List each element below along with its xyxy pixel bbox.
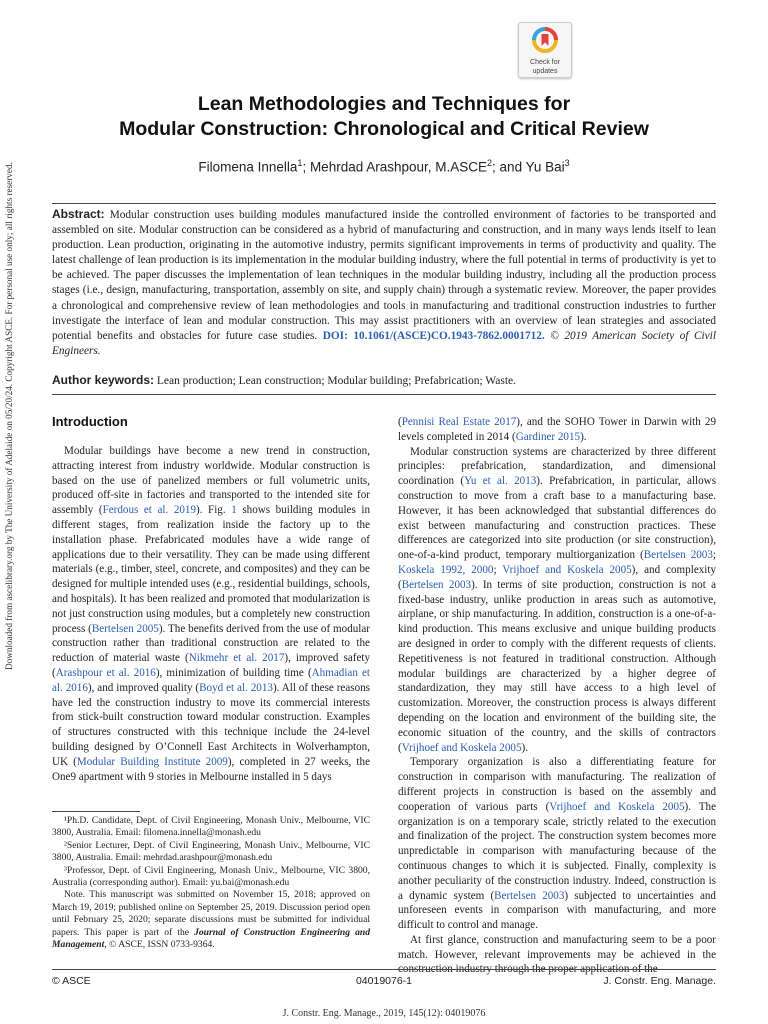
footnote-3: ³Professor, Dept. of Civil Engineering, Monash Univ., Melbourne, VIC 3800, Australia (corresponding author). Email: yu.bai@monash.edu <box>52 864 370 889</box>
intro-paragraph-3 <box>398 755 716 933</box>
author-name: Filomena Innella <box>198 159 298 175</box>
text-run: ). <box>580 430 587 443</box>
left-column <box>52 444 370 784</box>
footnote-note <box>52 889 370 951</box>
citation-link[interactable]: Gardiner 2015 <box>515 430 581 443</box>
abstract-copyright: © 2019 American Society of Civil Engineers. <box>52 329 716 357</box>
author-sup: 2 <box>487 158 493 168</box>
author-name: ; Mehrdad Arashpour, M.ASCE <box>302 159 488 175</box>
text-run: ). Prefabrication, in particular, allows construction to move from a craft base to a manufacturing base. However, it has been acknowledged that substantial differences do exist between manufacturing and construction practices. These differences are categorized into site production (or site construction), one-of-a-kind product, temporary multiorganization ( <box>398 475 717 562</box>
text-run: Temporary organization is also a differentiating feature for construction in comparison with manufacturing. The realization of different projects in construction is based on the assembly and cooperation of various parts ( <box>398 756 716 813</box>
intro-paragraph-4 <box>398 933 716 977</box>
abstract-section <box>52 207 716 355</box>
text-run: ), improved safety ( <box>52 652 370 679</box>
text-run: ). Fig. <box>196 504 232 517</box>
citation-link[interactable]: Yu et al. 2013 <box>464 475 537 488</box>
keywords-label: Author keywords: <box>52 373 155 387</box>
title-line1: Lean Methodologies and Techniques for <box>197 93 571 115</box>
note-text: Note. This manuscript was submitted on November 15, 2018; approved on March 19, 2019; published online on September 25, 2019. Discussion period open until February 25, 2020; separate discussions must be submitted for individual papers. This paper is part of the <box>52 889 370 938</box>
badge-line1: Check for <box>530 59 560 66</box>
abstract-text: Modular construction uses building modules manufactured inside the controlled environment of factories to be transported and assembled on site. Modular construction can be considered as a hybrid of manufacturing and construction, and in many ways lends itself to lean production. Lean production, originating in the automotive industry, permits significant improvements in terms of productivity and quality. The latest challenge of lean production is its implementation in the modular building industry, where the full potential in terms of productivity is yet to be achieved. The paper discusses the implementation of lean techniques in the modular building industry, including all the production process stages (i.e., design, manufacturing, transportation, assembly on site, and supply chain) through a systematic review. Moreover, the paper provides a chronological and comprehensive review of lean methodologies and tools in manufacturing and traditional construction industries to further investigate the interface of lean and modular construction. This may assist practitioners with an overview of lean strategies and associated potential benefits and obstacles for future case studies. <box>52 209 716 342</box>
text-run: ) subjected to uncertainties and unforeseen events in comparison with manufacturing, and more difficult to control and manage. <box>398 889 716 932</box>
citation-link[interactable]: Bertelsen 2003 <box>494 889 565 902</box>
citation-link[interactable]: Vrijhoef and Koskela 2005 <box>502 563 632 576</box>
text-run: ), completed in 27 weeks, the One9 apartment with 9 stories in Melbourne installed in 5 days <box>52 755 370 783</box>
footer-page-id: 04019076-1 <box>355 975 413 987</box>
intro-paragraph-2 <box>398 445 716 756</box>
text-run: ). The benefits derived from the use of modular construction rather than traditional construction are related to the reduction of material waste ( <box>52 622 370 665</box>
citation-link[interactable]: Modular Building Institute 2009 <box>76 755 228 768</box>
text-run: Modular construction systems are characterized by three different principles: prefabrication, standardization, and dimensional coordination ( <box>398 445 716 488</box>
download-notice-sidebar: Downloaded from ascelibrary.org by The University of Adelaide on 05/20/24. Copyright ASCE. For personal use only; all rights reserved. <box>4 162 14 670</box>
badge-line2: updates <box>532 68 558 75</box>
text-run: ), and complexity ( <box>398 563 716 591</box>
figure-link[interactable]: 1 <box>231 504 237 517</box>
intro-paragraph-continued <box>398 415 716 445</box>
text-run: ), minimization of building time ( <box>155 666 312 679</box>
journal-name: Journal of Construction Engineering and Management <box>52 926 370 951</box>
footnote-1: ¹Ph.D. Candidate, Dept. of Civil Engineering, Monash Univ., Melbourne, VIC 3800, Australia. Email: filomena.innella@monash.edu <box>52 815 370 839</box>
text-run: ), and the SOHO Tower in Darwin with 29 levels completed in 2014 ( <box>398 416 717 443</box>
footer-journal: J. Constr. Eng. Manage. <box>603 975 716 987</box>
text-run: shows building modules in different stages, from realization inside the factory up to the installation phase. Prefabricated modules have a wide range of applications due to their versatility. They can be made using different materials (e.g., timber, steel, concrete, and composites) and they can be designed for multiple intended uses (e.g., residential buildings, schools, and hospitals). It has been realized and promoted that modularization is not just construction using modules, but a completely new construction process ( <box>52 504 370 635</box>
footer-left: © ASCE <box>52 975 91 987</box>
citation-link[interactable]: Nikmehr et al. 2017 <box>188 652 285 665</box>
text-run: ). All of these reasons have led the construction industry to move its commercial interests from stick-built construction toward modular construction. Examples of structures constructed with this technique include the 24-level building designed by O’Connell East Architects in Wolverhampton, UK ( <box>52 681 371 768</box>
title-line2: Modular Construction: Chronological and Critical Review <box>119 118 649 140</box>
keywords-text: Lean production; Lean construction; Modular building; Prefabrication; Waste. <box>154 375 516 387</box>
text-run: ). In terms of site production, construction is not a fixed-base industry, unlike production in areas such as automotive, airplane, or ship manufacturing. In addition, construction is a one-of-a-kind production. This means exclusive and unique building products are designed in order to comply with the different requests of clients. Repetitiveness is not featured in traditional construction. Although modular buildings are characterized by a higher degree of standardization, they may still have access to a high level of customization. Moreover, the construction process is always different depending on the location and environment of the building site, the economic situation of the country, and the skills of contractors ( <box>398 578 717 754</box>
citation-link[interactable]: Ahmadian et al. 2016 <box>52 666 370 694</box>
footnote-2: ²Senior Lecturer, Dept. of Civil Engineering, Monash Univ., Melbourne, VIC 3800, Australia. Email: mehrdad.arashpour@monash.edu <box>52 839 370 864</box>
text-run: ; <box>493 563 503 576</box>
author-sup: 1 <box>297 158 303 168</box>
text-run: ). The organization is on a temporary scale, strictly related to the execution and finalization of the project. The construction system becomes more unpredictable in comparison with manufacturing because of the continuous changes to which it is subjected. Finally, complexity is another peculiarity of the construction industry. Indeed, construction is a dynamic system ( <box>398 800 716 902</box>
footer-rule <box>52 969 716 970</box>
paper-title <box>40 92 728 142</box>
author-name: ; and Yu Bai <box>492 159 565 175</box>
author-sup: 3 <box>564 158 570 168</box>
citation-link[interactable]: Boyd et al. 2013 <box>199 681 273 694</box>
citation-link[interactable]: Vrijhoef and Koskela 2005 <box>401 741 522 754</box>
section-heading-introduction: Introduction <box>52 414 128 429</box>
citation-link[interactable]: Bertelsen 2003 <box>643 549 713 562</box>
crossmark-icon <box>532 27 558 53</box>
abstract-label: Abstract: <box>52 207 105 221</box>
footnote-rule <box>52 811 140 812</box>
citation-link[interactable]: Pennisi Real Estate 2017 <box>401 416 517 428</box>
citation-link[interactable]: Bertelsen 2003 <box>401 578 472 591</box>
text-run: ). <box>521 741 528 754</box>
check-for-updates-badge[interactable] <box>518 22 572 78</box>
text-run: Modular buildings have become a new trend in construction, attracting interest from industry worldwide. Modular construction is based on the use of panelized members or full volumetric units, produced off-site in factories and transported to the intended site for assembly ( <box>52 445 370 517</box>
text-run: ( <box>398 416 402 428</box>
author-keywords <box>52 373 716 387</box>
abstract-paragraph <box>52 207 716 359</box>
abstract-top-rule <box>52 203 716 204</box>
right-column <box>398 415 716 977</box>
footer-citation: J. Constr. Eng. Manage., 2019, 145(12): 04019076 <box>282 1008 486 1019</box>
note-end: , © ASCE, ISSN 0733-9364. <box>104 939 215 951</box>
citation-link[interactable]: Koskela 1992, 2000 <box>398 563 494 576</box>
text-run: At first glance, construction and manufacturing seem to be a poor match. However, relevant improvements may be achieved in the construction industry through the proper application of the <box>398 933 716 976</box>
citation-link[interactable]: Bertelsen 2005 <box>91 622 159 635</box>
citation-link[interactable]: Arashpour et al. 2016 <box>55 666 156 679</box>
citation-link[interactable]: Ferdous et al. 2019 <box>102 504 197 517</box>
text-run: ; <box>712 549 716 562</box>
author-list <box>40 158 728 175</box>
keywords-bottom-rule <box>52 394 716 395</box>
citation-link[interactable]: Vrijhoef and Koskela 2005 <box>549 800 685 813</box>
intro-paragraph-1 <box>52 444 370 784</box>
doi-link[interactable]: DOI: 10.1061/(ASCE)CO.1943-7862.0001712. <box>322 329 545 342</box>
text-run: ), and improved quality ( <box>87 681 200 694</box>
footnotes <box>52 815 370 951</box>
